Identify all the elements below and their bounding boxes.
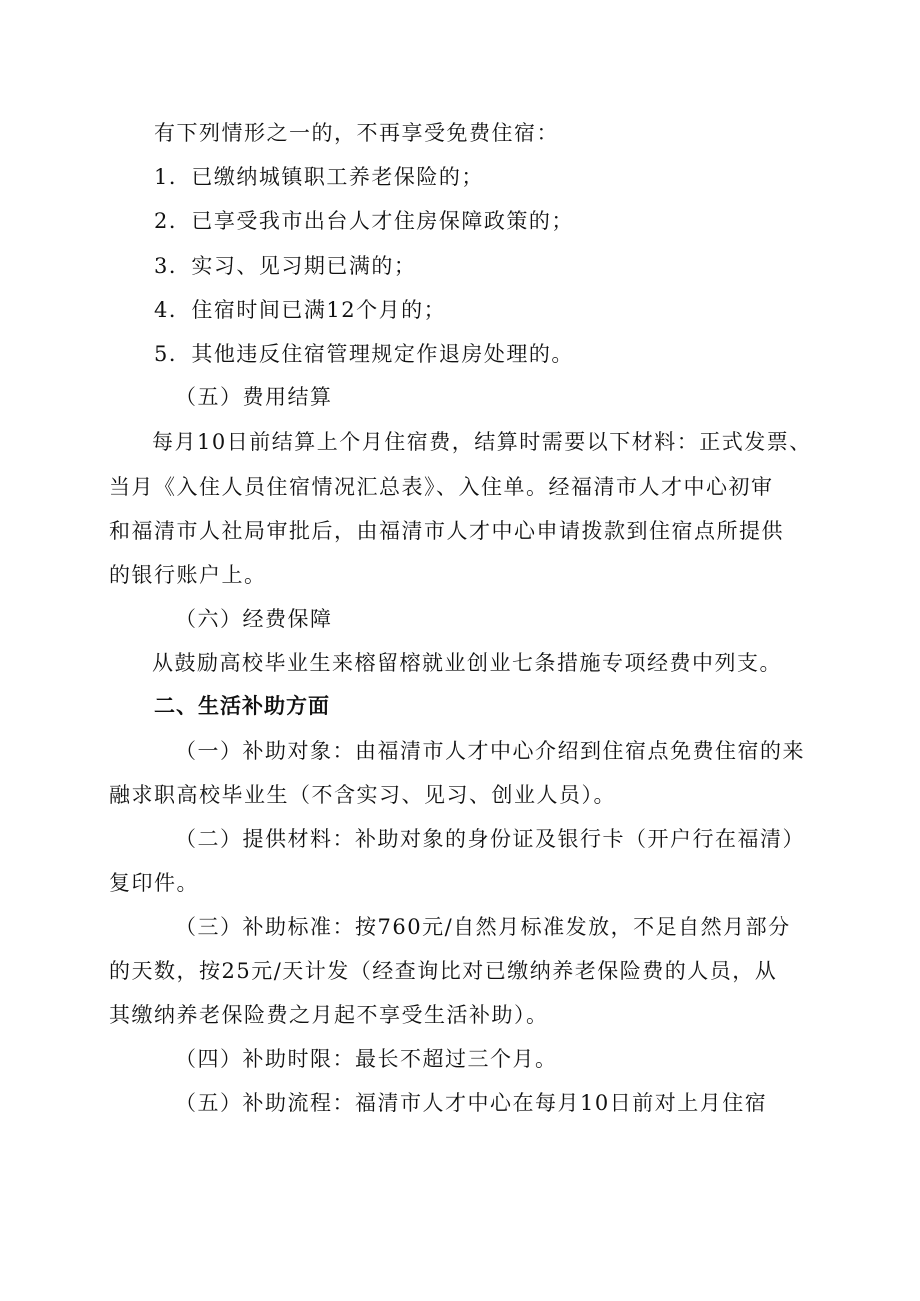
section-5-paragraph-line: 当月《入住人员住宿情况汇总表》、入住单。经福清市人才中心初审 (109, 475, 774, 499)
intro-line: 有下列情形之一的，不再享受免费住宿： (154, 121, 559, 145)
subsection-2-line: （二）提供材料：补助对象的身份证及银行卡（开户行在福清） (175, 827, 805, 851)
subsection-1-line: 融求职高校毕业生（不含实习、见习、创业人员）。 (109, 783, 616, 807)
subsection-5-line: （五）补助流程：福清市人才中心在每月10日前对上月住宿 (175, 1091, 768, 1115)
condition-item-1: 1．已缴纳城镇职工养老保险的； (154, 165, 484, 189)
subsection-3-line: 的天数，按25元/天计发（经查询比对已缴纳养老保险费的人员，从 (109, 959, 778, 983)
condition-item-5: 5．其他违反住宿管理规定作退房处理的。 (154, 342, 574, 366)
condition-item-2: 2．已享受我市出台人才住房保障政策的； (154, 209, 574, 233)
section-5-paragraph-line: 的银行账户上。 (109, 563, 267, 587)
section-6-title: （六）经费保障 (175, 607, 333, 631)
condition-item-3: 3．实习、见习期已满的； (154, 254, 417, 278)
part-2-heading: 二、生活补助方面 (154, 694, 330, 718)
section-5-paragraph-line: 每月10日前结算上个月住宿费，结算时需要以下材料：正式发票、 (152, 430, 812, 454)
subsection-4-line: （四）补助时限：最长不超过三个月。 (175, 1047, 558, 1071)
subsection-3-line: 其缴纳养老保险费之月起不享受生活补助）。 (109, 1003, 549, 1027)
section-6-paragraph: 从鼓励高校毕业生来榕留榕就业创业七条措施专项经费中列支。 (152, 651, 782, 675)
subsection-1-line: （一）补助对象：由福清市人才中心介绍到住宿点免费住宿的来 (175, 739, 805, 763)
section-5-paragraph-line: 和福清市人社局审批后，由福清市人才中心申请拨款到住宿点所提供 (109, 519, 784, 543)
section-5-title: （五）费用结算 (175, 385, 333, 409)
subsection-2-line: 复印件。 (109, 871, 199, 895)
condition-item-4: 4．住宿时间已满12个月的； (154, 298, 447, 322)
subsection-3-line: （三）补助标准：按760元/自然月标准发放，不足自然月部分 (175, 915, 791, 939)
